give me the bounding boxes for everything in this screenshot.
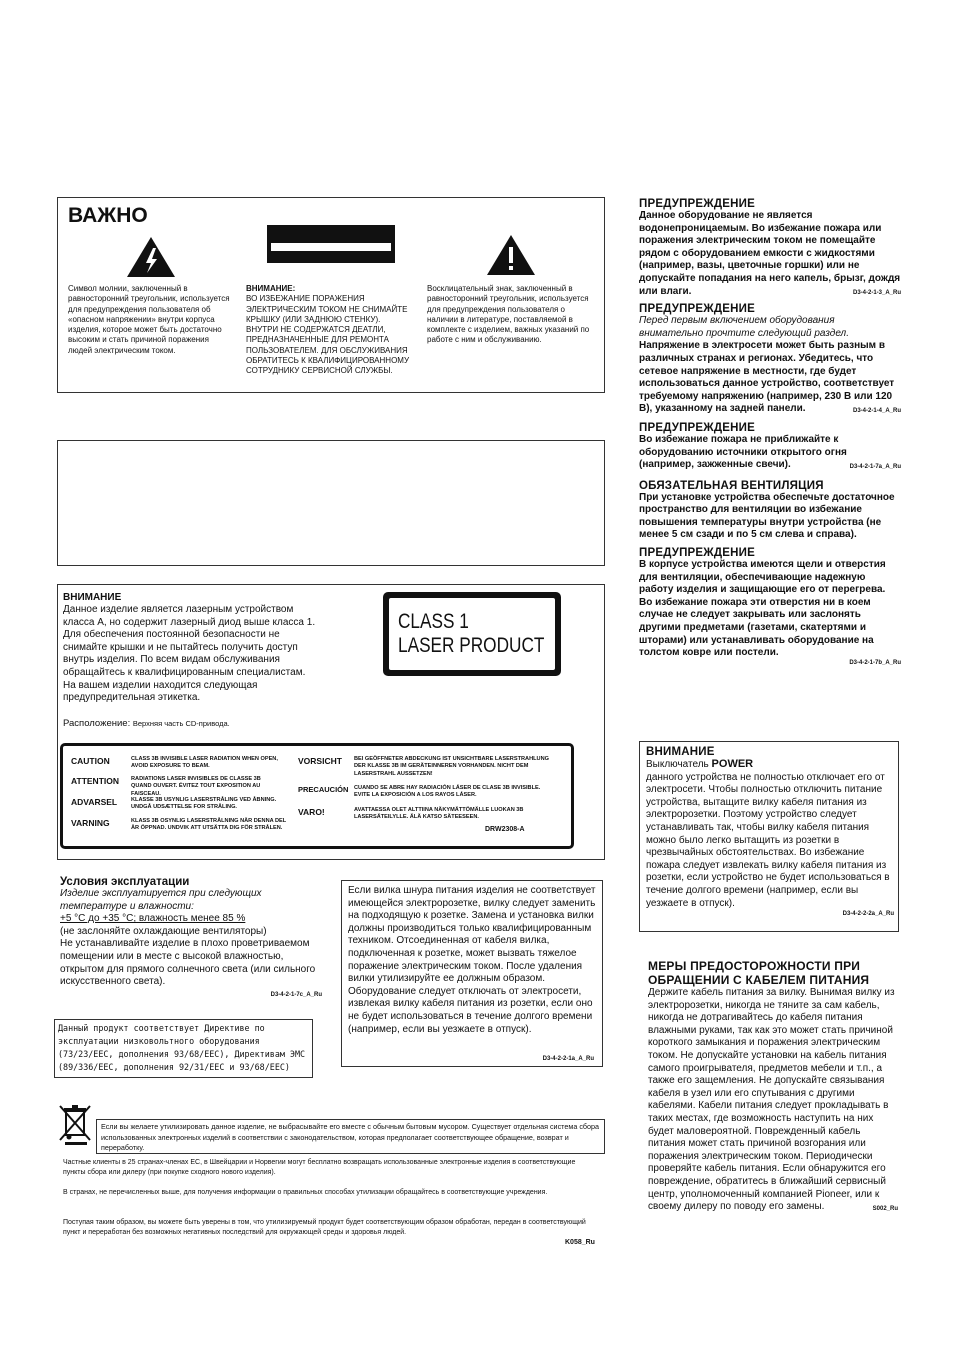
conditions-title: Условия эксплуатации	[60, 876, 190, 888]
caution-text-block	[246, 284, 411, 377]
laser-location	[63, 718, 230, 729]
label-advarsel-text: KLASSE 3B USYNLIG LASERSTRÅLING VED ÅBNING. UNDGÅ UDSÆTTELSE FOR STRÅLING.	[131, 797, 277, 811]
lightning-warning-icon	[126, 236, 176, 278]
label-varning-text: KLASS 3B OSYNLIG LASERSTRÅLNING NÄR DENNA DEL ÄR ÖPPNAD. UNDVIK ATT UTSÄTTA DIG FÖR STRÅLEN.	[131, 818, 287, 832]
label-row-attention	[71, 776, 291, 797]
conditions-code: D3-4-2-1-7c_A_Ru	[270, 991, 322, 998]
label-code: DRW2308-A	[485, 826, 525, 833]
conditions-note: (не заслоняйте охлаждающие вентиляторы)	[60, 925, 267, 937]
class1-line2: LASER PRODUCT	[398, 634, 545, 657]
label-attention-text: RADIATIONS LASER INVISIBLES DE CLASSE 3B QUAND OUVERT. ÉVITEZ TOUT EXPOSITION AU FAISCEAU.	[131, 776, 261, 797]
laser-text: Данное изделие является лазерным устройством класса А, но содержит лазерный диод выше класса 1. Для обеспечения постоянной безопасности не снимайте крышки и не пытайтесь получить доступ внутрь изделия. По всем видам обслуживания обращайтесь к квалифицированным специалистам. На вашем изделии находится следующая предупредительная этикетка.	[63, 604, 316, 704]
class1-label	[383, 592, 561, 676]
w1-title: ПРЕДУПРЕЖДЕНИЕ	[639, 198, 755, 210]
w4-code: D3-4-2-1-7b_A_Ru	[849, 659, 901, 666]
disposal-box-text: Если вы желаете утилизировать данное изделие, не выбрасывайте его вместе с обычным бытовым мусором. Существует отдельная система сбора использованных электронных изделий в соответствии с законодательством, которая предполагает соответствующее обращение, возврат и переработку.	[101, 1122, 600, 1152]
power-code: D3-4-2-2-2a_A_Ru	[842, 911, 894, 918]
label-varo: VARO!	[298, 807, 325, 817]
label-advarsel: ADVARSEL	[71, 797, 118, 807]
label-row-precaucion	[298, 785, 554, 807]
blank-notice-box	[57, 440, 605, 566]
class1-line1: CLASS 1	[398, 610, 469, 633]
w3-title: ПРЕДУПРЕЖДЕНИЕ	[639, 421, 755, 434]
w4-title: ПРЕДУПРЕЖДЕНИЕ	[639, 547, 755, 560]
plug-text: Если вилка шнура питания изделия не соответствует имеющейся электророзетке, вилку следует заменить на подходящую к розетке. Замена и установка вилки должны производиться только квалифицированным техником. Отсоединенная от кабеля вилка, подключенная к розетке, может вызвать тяжелое поражение электрическим током. После удаления вилки утилизируйте ее должным образом. Оборудование следует отключать от электросети, извлекая вилку кабеля питания из розетки, если оно не будет использоваться в течение долгого времени (например, если вы уезжаете в отпуск).	[348, 885, 596, 1035]
label-attention: ATTENTION	[71, 776, 120, 786]
w3-text: Во избежание пожара не приближайте к оборудованию источники открытого огня (например, зажженные свечи).	[639, 433, 847, 471]
label-precaucion-text: CUANDO SE ABRE HAY RADIACIÓN LÁSER DE CLASE 3B INVISIBLE. EVITE LA EXPOSICIÓN A LOS RAYOS LÁSER.	[354, 785, 541, 799]
disposal-p2: В странах, не перечисленных выше, для получения информации о правильных способах утилизации обращайтесь в соответствующие учреждения.	[63, 1189, 548, 1196]
w4-text: В корпусе устройства имеются щели и отверстия для вентиляции, обеспечивающие надежную работу изделия и защищающие его от перегрева. Во избежание пожара эти отверстия ни в коем случае не следует закрывать или заслонять другими предметами (газетами, скатертями и шторами) или устанавливать оборудование на толстом ковре или постели.	[639, 559, 886, 659]
power-sub-line	[646, 758, 894, 772]
exclamation-symbol-text: Восклицательный знак, заключенный в равносторонний треугольник, используется для предупреждения пользователя о наличии в литературе, поставляемой в комплекте с изделием, важных указаний по работе с ним и обслуживанию.	[427, 284, 590, 345]
power-word: POWER	[711, 758, 754, 770]
w2-intro: Перед первым включением оборудования внимательно прочтите следующий раздел.	[639, 315, 849, 339]
directive-text: Данный продукт соответствует Директиве по эксплуатации низковольтного оборудования (73/23/EEC, дополнения 93/68/EEC), Директивам ЭМС (89/336/EEC, дополнения 92/31/EEC и 93/68/EEC)	[58, 1023, 306, 1072]
cable-text: Держите кабель питания за вилку. Вынимая вилку из электророзетки, никогда не тяните за сам кабель, никогда не дотрагивайтесь до кабеля питания влажными руками, так как это может стать причиной короткого замыкания и поражения электрическим током. Не допускайте установки на кабель питания самого проигрывателя, предметов мебели и т.п., а также его защемления. Не допускайте связывания кабеля в узел или его спутывания с другими кабелями. Кабели питания следует прокладывать в таких местах, где возможность наступить на них будет маловероятной. Поврежденный кабель питания может стать причиной возгорания или поражения электрическим током. Периодически проверяйте кабель питания. Если обнаружится его повреждение, обратитесь в ближайший сервисный центр, уполномоченный компанией Pioneer, или к своему дилеру по поводу его замены.	[648, 987, 895, 1213]
conditions-intro: Изделие эксплуатируется при следующих температуре и влажности:	[60, 888, 262, 912]
conditions-text: Не устанавливайте изделие в плохо проветриваемом помещении или в месте с высокой влажностью, открытом для прямого солнечного света (или сильного искусственного света).	[60, 938, 316, 988]
caution-text-title: ВНИМАНИЕ:	[246, 284, 296, 293]
multilingual-laser-label	[60, 743, 574, 849]
laser-location-value: Верхняя часть CD-привода.	[132, 719, 230, 728]
caution-black-label	[267, 225, 395, 263]
label-vorsicht-text: BEI GEÖFFNETER ABDECKUNG IST UNSICHTBARE LASERSTRAHLUNG DER KLASSE 3B IM GERÄTEINNEREN VORHANDEN. NICHT DEM LASERSTRAHL AUSSETZEN!	[354, 756, 549, 777]
disposal-p3: Поступая таким образом, вы можете быть уверены в том, что утилизируемый продукт будет соответствующим образом обработан, передан в соответствующий пункт и переработан без возможных негативных последствий для окружающей среды и здоровья людей.	[63, 1219, 586, 1236]
power-sub: Выключатель	[646, 759, 709, 770]
power-box	[639, 741, 899, 932]
plug-code: D3-4-2-2-1a_A_Ru	[542, 1056, 594, 1062]
power-title: ВНИМАНИЕ	[646, 746, 715, 758]
label-row-varo	[298, 807, 554, 827]
directive-box	[54, 1019, 313, 1078]
important-box	[57, 197, 605, 393]
important-title: ВАЖНО	[68, 204, 148, 227]
w3-code: D3-4-2-1-7a_A_Ru	[849, 463, 901, 470]
cable-code: S002_Ru	[872, 1205, 898, 1212]
cable-title: МЕРЫ ПРЕДОСТОРОЖНОСТИ ПРИ ОБРАЩЕНИИ С КАБЕЛЕМ ПИТАНИЯ	[648, 959, 870, 987]
w1-code: D3-4-2-1-3_A_Ru	[852, 290, 901, 297]
power-text: данного устройства не полностью отключает его от электросети. Чтобы полностью отключить питание устройства, вытащите вилку кабеля питания из электророзетки. Поэтому устройство следует устанавливать так, чтобы вилку кабеля питания можно было легко вытащить из розетки в чрезвычайных обстоятельствах. Во избежание пожара следует извлекать вилку кабеля питания из розетки, если устройство не будет использоваться в течение долгого времени (например, если вы уезжаете в отпуск).	[646, 771, 890, 909]
label-row-varning	[71, 818, 291, 838]
laser-location-label: Расположение:	[63, 718, 131, 729]
label-caution: CAUTION	[71, 756, 110, 766]
disposal-box	[96, 1119, 605, 1154]
label-vorsicht: VORSICHT	[298, 756, 342, 766]
caution-text-body: ВО ИЗБЕЖАНИЕ ПОРАЖЕНИЯ ЭЛЕКТРИЧЕСКИМ ТОКОМ НЕ СНИМАЙТЕ КРЫШКУ (ИЛИ ЗАДНЮЮ СТЕНКУ). ВНУТРИ НЕ СОДЕРЖАТСЯ ДЕАТЛИ, ПРЕДНАЗНАЧЕННЫЕ ДЛЯ РЕМОНТА ПОЛЬЗОВАТЕЛЕМ. ДЛЯ ОБСЛУЖИВАНИЯ ОБРАТИТЕСЬ К КВАЛИФИЦИРОВАННОМУ СОТРУДНИКУ СЕРВИСНОЙ СЛУЖБЫ.	[246, 294, 410, 376]
disposal-p1: Частные клиенты в 25 странах-членах ЕС, в Швейцарии и Норвегии могут бесплатно возвращать использованные электронные изделия в соответствующие пункты сбора или дилеру (при покупке сходного нового изделия).	[63, 1159, 576, 1176]
label-row-vorsicht	[298, 756, 554, 785]
disposal-code: K058_Ru	[565, 1239, 595, 1246]
w2-title: ПРЕДУПРЕЖДЕНИЕ	[639, 303, 755, 316]
label-varo-text: AVATTAESSA OLET ALTTIINA NÄKYMÄTTÖMÄLLE LUOKAN 3B LASERSÄTEILYLLE. ÄLÄ KATSO SÄTEESEEN.	[354, 807, 524, 821]
power-content	[646, 746, 894, 917]
conditions-section	[60, 876, 322, 998]
label-caution-text: CLASS 3B INVISIBLE LASER RADIATION WHEN OPEN, AVOID EXPOSURE TO BEAM.	[131, 756, 278, 770]
laser-box	[57, 584, 605, 860]
vent-title: ОБЯЗАТЕЛЬНАЯ ВЕНТИЛЯЦИЯ	[639, 479, 824, 492]
right-column	[639, 198, 901, 666]
conditions-range: +5 °C до +35 °C; влажность менее 85 %	[60, 913, 246, 925]
w2-code: D3-4-2-1-4_A_Ru	[852, 407, 901, 414]
plug-box	[341, 880, 603, 1067]
lightning-symbol-text: Символ молнии, заключенный в равносторонний треугольник, используется для предупреждения пользователя об «опасном напряжении» внутри корпуса изделия, которое может быть достаточно высоким и стать причиной поражения людей электрическим током.	[68, 284, 230, 355]
vent-text: При установке устройства обеспечьте достаточное пространство для вентиляции во избежание повышения температуры внутри устройства (не менее 5 см сзади и по 5 см слева и справа).	[639, 491, 895, 541]
exclamation-warning-icon	[486, 234, 536, 276]
w2-text: Напряжение в электросети может быть разным в различных странах и регионах. Убедитесь, что сетевое напряжение в местности, где будет использоваться данное устройство, соответствует требуемому напряжению (например, 230 В или 120 В), указанному на задней панели.	[639, 340, 895, 415]
w1-text: Данное оборудование не является водонепроницаемым. Во избежание пожара или поражения электрическим током не помещайте рядом с оборудованием емкости с жидкостями (например, вазы, цветочные горшки) или не допускайте попадания на него капель, брызг, дождя или влаги.	[639, 210, 901, 297]
crossed-bin-icon	[57, 1103, 93, 1145]
label-varning: VARNING	[71, 818, 110, 828]
label-row-advarsel	[71, 797, 291, 818]
cable-section	[648, 959, 898, 1212]
laser-title: ВНИМАНИЕ	[63, 592, 122, 603]
label-row-caution	[71, 756, 291, 776]
label-precaucion: PRECAUCIÓN	[298, 785, 349, 794]
